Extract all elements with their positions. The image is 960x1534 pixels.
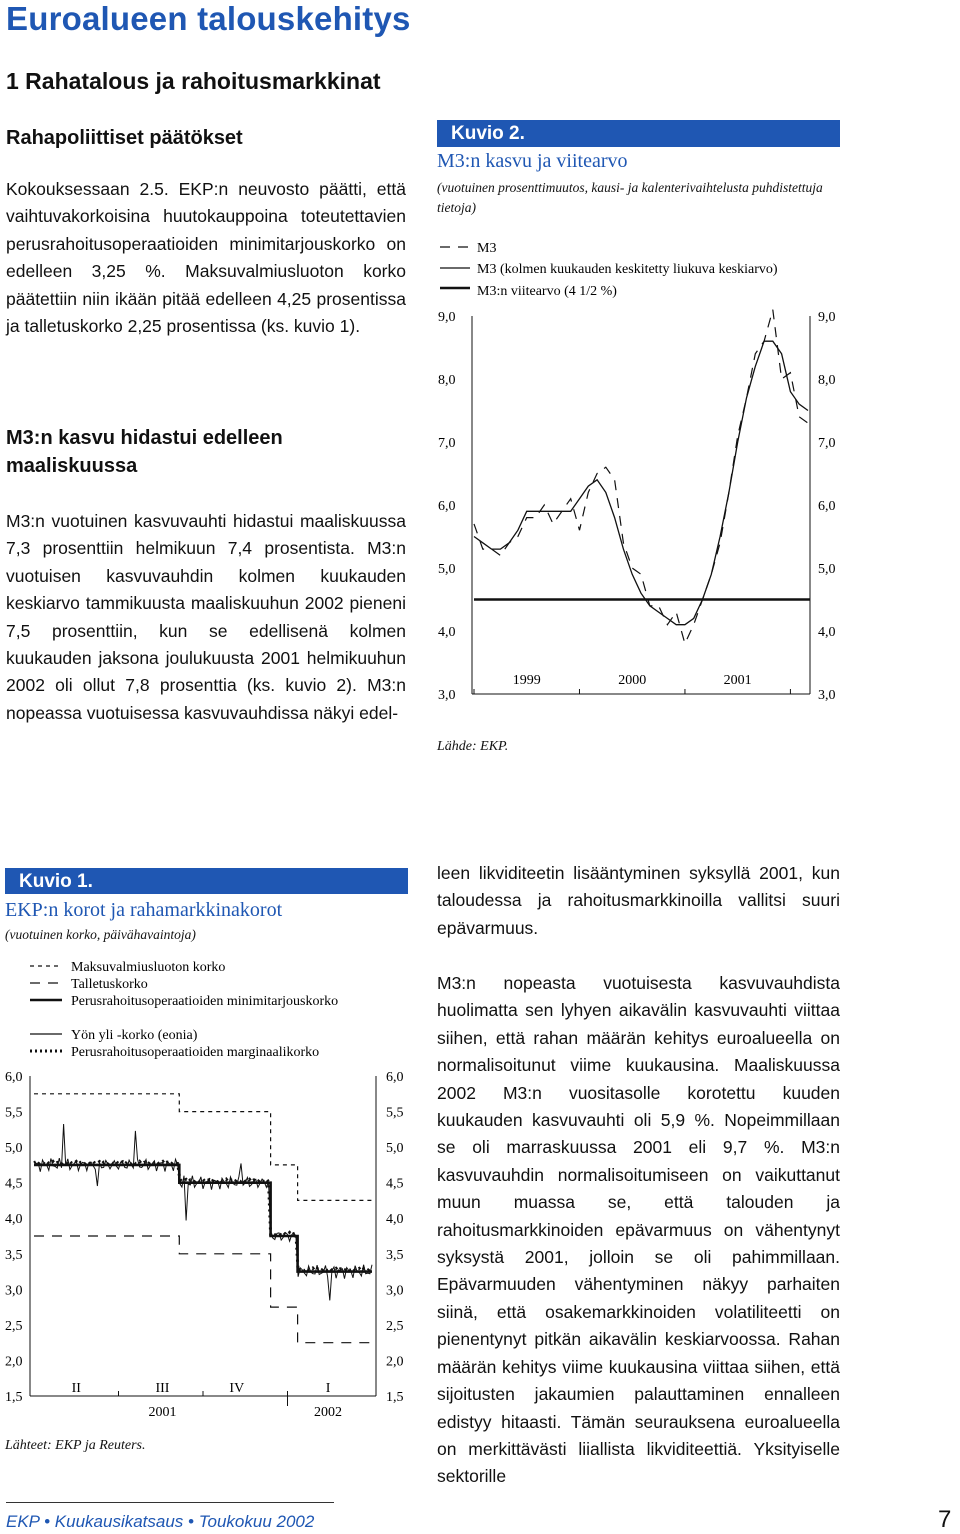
footer-rule: [6, 1502, 334, 1503]
figure1-label: Kuvio 1.: [5, 868, 408, 894]
figure1-ytick-right: 2,0: [386, 1354, 404, 1370]
figure1-ytick-left: 2,0: [5, 1354, 23, 1370]
figure1-ytick-left: 1,5: [5, 1390, 23, 1405]
legend-label-mro: Perusrahoitusoperaatioiden minimitarjouskorko: [71, 994, 339, 1009]
figure1-legend: [30, 960, 338, 1060]
figure1-series-marginal-lending: [34, 1094, 372, 1201]
figure1-ytick-right: 1,5: [386, 1390, 404, 1405]
figure1-ytick-left: 3,0: [5, 1283, 23, 1299]
figure2-xtick-label: 1999: [512, 673, 541, 688]
figure1-ytick-left: 6,0: [5, 1070, 23, 1085]
figure1-ytick-left: 4,5: [5, 1176, 23, 1192]
figure1-ytick-right: 3,0: [386, 1283, 404, 1299]
figure2-ytick-left: 4,0: [438, 625, 456, 640]
paragraph-m3: [6, 508, 406, 727]
figure1-chart: [0, 955, 420, 1435]
figure1-ytick-left: 5,0: [5, 1141, 23, 1157]
figure2-xtick-label: 2001: [723, 673, 752, 688]
figure1-ytick-right: 3,5: [386, 1247, 404, 1263]
paragraph-2-text: M3:n vuotuinen kasvuvauhti hidastui maaliskuussa 7,3 prosenttiin helmikuun 7,4 prosentista. M3:n vuotuisen kasvuvauhdin kolmen kuukauden keskiarvo tammikuusta maaliskuuhun 2002 pieneni 7,5 prosenttiin, kun se edellisenä kolmen kuukauden jaksona joulukuusta 2001 helmikuuhun 2002 oli ollut 7,8 prosenttia (ks. kuvio 2). M3:n nopeassa vuotuisessa kasvuvauhdissa näkyi edel-: [6, 511, 406, 723]
subsection-heading: Rahapoliittiset päätökset: [6, 127, 243, 149]
figure2-ytick-left: 7,0: [438, 436, 456, 451]
figure1-ytick-right: 4,0: [386, 1212, 404, 1228]
legend-label-reference: M3:n viitearvo (4 1/2 %): [477, 284, 617, 299]
figure2-ytick-left: 5,0: [438, 562, 456, 577]
section-heading: 1 Rahatalous ja rahoitusmarkkinat: [6, 68, 381, 94]
page-title: Euroalueen talouskehitys: [6, 0, 411, 37]
figure1-title: EKP:n korot ja rahamarkkinakorot: [5, 899, 283, 921]
figure1-xtick-quarter: II: [71, 1381, 81, 1396]
footer-publication: EKP • Kuukausikatsaus • Toukokuu 2002: [6, 1512, 315, 1531]
figure1-ytick-right: 2,5: [386, 1318, 404, 1334]
figure1-ytick-right: 5,5: [386, 1105, 404, 1121]
page-number: 7: [938, 1506, 952, 1533]
figure2-ytick-left: 6,0: [438, 499, 456, 514]
figure1-xtick-quarter: IV: [229, 1381, 245, 1396]
figure2-ytick-left: 9,0: [438, 310, 456, 325]
legend-label-m3: M3: [477, 241, 497, 256]
figure1-ytick-right: 4,5: [386, 1176, 404, 1192]
legend-label-marginal-lending: Maksuvalmiusluoton korko: [71, 960, 226, 975]
figure2-series-m3-average: [474, 341, 808, 625]
paragraph-1-text: Kokouksessaan 2.5. EKP:n neuvosto päätti, että vaihtuvakorkoisina huutokauppoina toteutettavien perusrahoitusoperaatioiden minimitarjouskorko on edelleen 3,25 %. Maksuvalmiusluoton korko päätettiin niin ikään pitää edelleen 4,25 prosentissa ja talletuskorko 2,25 prosentissa (ks. kuvio 1).: [6, 179, 406, 337]
figure2-title: M3:n kasvu ja viitearvo: [437, 150, 628, 172]
figure1-source: Lähteet: EKP ja Reuters.: [5, 1438, 146, 1453]
figure1-ytick-left: 2,5: [5, 1318, 23, 1334]
figure2-ytick-right: 7,0: [818, 436, 836, 451]
figure2-ytick-right: 5,0: [818, 562, 836, 577]
legend-label-m3-avg: M3 (kolmen kuukauden keskitetty liukuva keskiarvo): [477, 262, 778, 277]
figure1-series-eonia: [34, 1124, 372, 1300]
figure2-ytick-right: 4,0: [818, 625, 836, 640]
figure2-ytick-right: 8,0: [818, 373, 836, 388]
paragraph-short-term: [437, 970, 840, 1491]
legend-label-eonia: Yön yli -korko (eonia): [71, 1028, 198, 1043]
figure1-xtick-year-2002: 2002: [314, 1405, 343, 1420]
figure1-ytick-left: 4,0: [5, 1212, 23, 1228]
figure1-ytick-right: 6,0: [386, 1070, 404, 1085]
figure1-ytick-right: 5,0: [386, 1141, 404, 1157]
figure2-ytick-right: 9,0: [818, 310, 836, 325]
figure1-series-deposit: [34, 1236, 372, 1343]
figure1-ytick-left: 5,5: [5, 1105, 23, 1121]
figure2-label: Kuvio 2.: [437, 120, 840, 147]
figure1-xtick-quarter: I: [325, 1381, 331, 1396]
legend-label-marginal-rate: Perusrahoitusoperaatioiden marginaalikorko: [71, 1045, 320, 1060]
figure1-xtick-quarter: III: [155, 1381, 170, 1396]
figure2-xtick-label: 2000: [618, 673, 647, 688]
figure2-ytick-left: 3,0: [438, 688, 456, 703]
subsection-heading-m3: M3:n kasvu hidastui edelleen maaliskuussa: [6, 427, 283, 477]
paragraph-3-text: leen likviditeetin lisääntyminen syksyllä 2001, kun taloudessa ja rahoitusmarkkinoilla vallitsi suuri epävarmuus.: [437, 863, 840, 938]
figure2-subtitle: (vuotuinen prosenttimuutos, kausi- ja kalenterivaihtelusta puhdistettuja tietoja): [437, 180, 823, 215]
paragraph-decisions: [6, 176, 406, 340]
figure2-ytick-right: 3,0: [818, 688, 836, 703]
figure1-ytick-left: 3,5: [5, 1247, 23, 1263]
figure2-ytick-left: 8,0: [438, 373, 456, 388]
figure2-source: Lähde: EKP.: [437, 739, 509, 754]
legend-label-deposit: Talletuskorko: [71, 977, 148, 992]
figure2-chart: [430, 230, 850, 720]
figure2-ytick-right: 6,0: [818, 499, 836, 514]
figure2-legend: [440, 241, 778, 299]
figure1-subtitle: (vuotuinen korko, päivähavaintoja): [5, 927, 196, 942]
paragraph-4-text: M3:n nopeasta vuotuisesta kasvuvauhdista huolimatta sen lyhyen aikavälin kasvuvauhti viittaa siihen, että rahan määrän kehitys euroalueella on normalisoitunut viime kuukausina. Maaliskuussa 2002 M3:n vuositasolle korotettu kuuden kuukauden kasvuvauhti oli 5,9 %. Nopeimmillaan se oli marraskuussa 2001 eli 9,7 %. M3:n kasvuvauhdin normalisoitumiseen on vaikuttanut muun muassa se, että talouden ja rahoitusmarkkinoiden epävarmuus on vähentynyt syksystä 2001, jolloin se oli pahimmillaan. Epävarmuuden vähentyminen näkyy parhaiten siinä, että osakemarkkinoiden volatiliteetti on pienentynyt pitkän aikavälin keskiarvoossa. Rahan määrän kehitys viime kuukausina viittaa siihen, että sijoitusten jakaumien palauttaminen ennalleen edistyy hitaasti. Tämän seurauksena euroalueella on merkittävästi liiallista likviditeettiä. Yksityiselle sektorille: [437, 973, 840, 1487]
figure1-xtick-year-2001: 2001: [148, 1405, 177, 1420]
paragraph-liquidity: [437, 860, 840, 942]
